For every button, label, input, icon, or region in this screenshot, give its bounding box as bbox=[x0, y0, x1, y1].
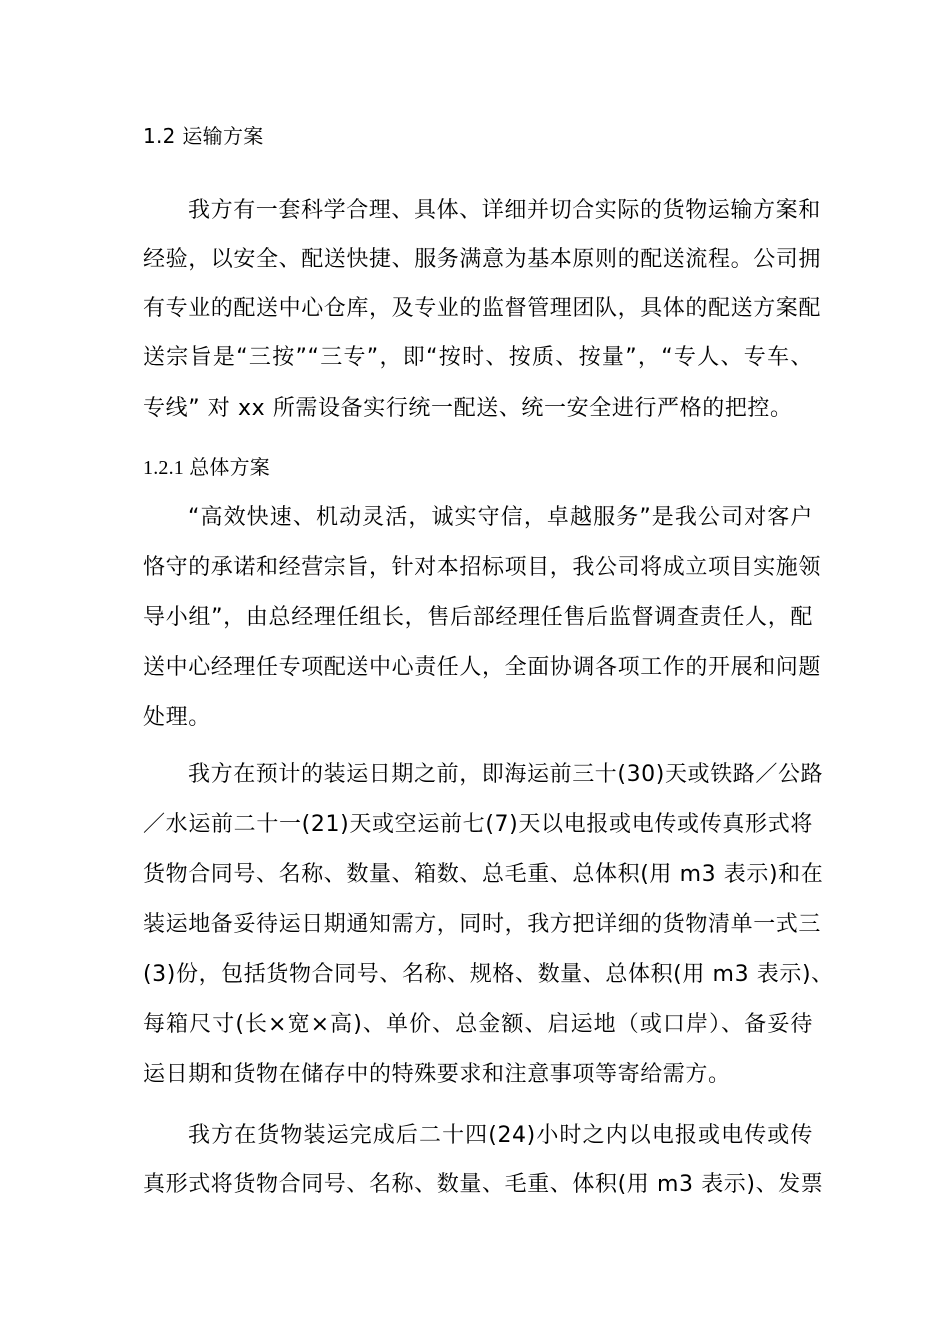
paragraph-1-line-2: 经验，以安全、配送快捷、服务满意为基本原则的配送流程。公司拥 bbox=[143, 247, 822, 272]
section-heading-1-2-1: 1.2.1 总体方案 bbox=[143, 457, 270, 479]
paragraph-2-line-5: 处理。 bbox=[143, 705, 211, 730]
paragraph-4-line-2: 真形式将货物合同号、名称、数量、毛重、体积(用 m3 表示)、发票 bbox=[143, 1172, 824, 1197]
paragraph-3-line-4: 装运地备妥待运日期通知需方，同时，我方把详细的货物清单一式三 bbox=[143, 912, 822, 937]
paragraph-4-line-1: 我方在货物装运完成后二十四(24)小时之内以电报或电传或传 bbox=[188, 1123, 813, 1148]
paragraph-1-line-4: 送宗旨是“三按”“三专”，即“按时、按质、按量”，“专人、专车、 bbox=[143, 345, 813, 370]
paragraph-3-line-1: 我方在预计的装运日期之前，即海运前三十(30)天或铁路／公路 bbox=[188, 762, 824, 787]
paragraph-1-line-5: 专线” 对 xx 所需设备实行统一配送、统一安全进行严格的把控。 bbox=[143, 396, 793, 421]
paragraph-3-line-5: (3)份，包括货物合同号、名称、规格、数量、总体积(用 m3 表示)、 bbox=[143, 962, 834, 987]
paragraph-2-line-2: 恪守的承诺和经营宗旨，针对本招标项目，我公司将成立项目实施领 bbox=[143, 555, 822, 580]
paragraph-1-line-1: 我方有一套科学合理、具体、详细并切合实际的货物运输方案和 bbox=[188, 198, 821, 223]
paragraph-3-line-2: ／水运前二十一(21)天或空运前七(7)天以电报或电传或传真形式将 bbox=[143, 812, 813, 837]
section-heading-1-2: 1.2 运输方案 bbox=[143, 124, 264, 148]
paragraph-2-line-4: 送中心经理任专项配送中心责任人，全面协调各项工作的开展和问题 bbox=[143, 655, 822, 680]
paragraph-3-line-3: 货物合同号、名称、数量、箱数、总毛重、总体积(用 m3 表示)和在 bbox=[143, 862, 824, 887]
paragraph-3-line-7: 运日期和货物在储存中的特殊要求和注意事项等寄给需方。 bbox=[143, 1062, 731, 1087]
paragraph-2-line-1: “高效快速、机动灵活，诚实守信，卓越服务”是我公司对客户 bbox=[188, 505, 813, 530]
paragraph-2-line-3: 导小组”，由总经理任组长，售后部经理任售后监督调查责任人，配 bbox=[143, 605, 813, 630]
paragraph-3-line-6: 每箱尺寸(长×宽×高)、单价、总金额、启运地（或口岸）、备妥待 bbox=[143, 1012, 813, 1037]
paragraph-1-line-3: 有专业的配送中心仓库，及专业的监督管理团队，具体的配送方案配 bbox=[143, 296, 822, 321]
